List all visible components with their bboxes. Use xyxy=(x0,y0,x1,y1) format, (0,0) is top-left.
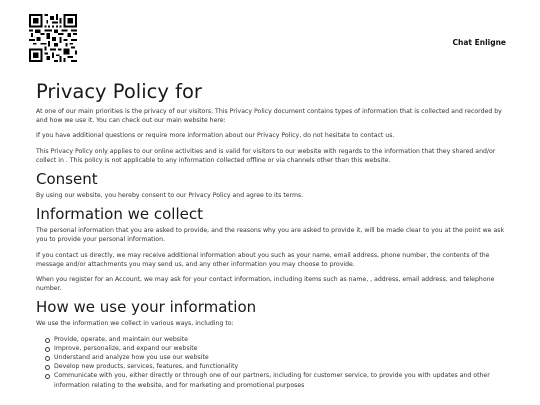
intro-paragraph: At one of our main priorities is the privacy of our visitors. This Privacy Policy document contains types of information that is collected and recorded by and how we use it. You can check out our main website here: xyxy=(36,108,502,125)
use-list xyxy=(36,335,508,390)
qr-code-icon[interactable] xyxy=(29,14,77,62)
list-item: Understand and analyze how you use our website xyxy=(54,353,508,362)
list-item: Provide, operate, and maintain our website xyxy=(54,335,508,344)
use-paragraph: We use the information we collect in various ways, including to: xyxy=(36,320,234,328)
page-title: Privacy Policy for xyxy=(36,80,202,103)
section-heading-consent: Consent xyxy=(36,170,98,189)
brand-name[interactable]: Chat Enligne xyxy=(452,38,506,47)
collect-paragraph: When you register for an Account, we may ask for your contact information, including items such as name, , address, email address, and telephone number. xyxy=(36,276,495,293)
intro-paragraph: This Privacy Policy only applies to our online activities and is valid for visitors to our website with regards to the information that they shared and/or collect in . This policy is not applicable to any information collected offline or via channels other than this website. xyxy=(36,147,496,164)
consent-paragraph: By using our website, you hereby consent to our Privacy Policy and agree to its terms. xyxy=(36,192,304,200)
privacy-policy-content xyxy=(36,80,508,390)
section-heading-how-we-use: How we use your information xyxy=(36,298,257,317)
list-item: Improve, personalize, and expand our website xyxy=(54,344,508,353)
section-heading-information-collect: Information we collect xyxy=(36,205,203,224)
intro-paragraph: If you have additional questions or require more information about our Privacy Policy, do not hesitate to contact us. xyxy=(36,132,395,140)
site-header xyxy=(0,0,540,70)
list-item: Develop new products, services, features, and functionality xyxy=(54,362,508,371)
collect-paragraph: The personal information that you are asked to provide, and the reasons why you are asked to provide it, will be made clear to you at the point we ask you to provide your personal information. xyxy=(36,227,505,244)
collect-paragraph: If you contact us directly, we may receive additional information about you such as your name, email address, phone number, the contents of the message and/or attachments you may send us, and any other information you may choose to provide. xyxy=(36,251,490,268)
list-item: Communicate with you, either directly or through one of our partners, including for customer service, to provide you with updates and other information relating to the website, and for marketing and promotional purposes xyxy=(54,371,508,389)
